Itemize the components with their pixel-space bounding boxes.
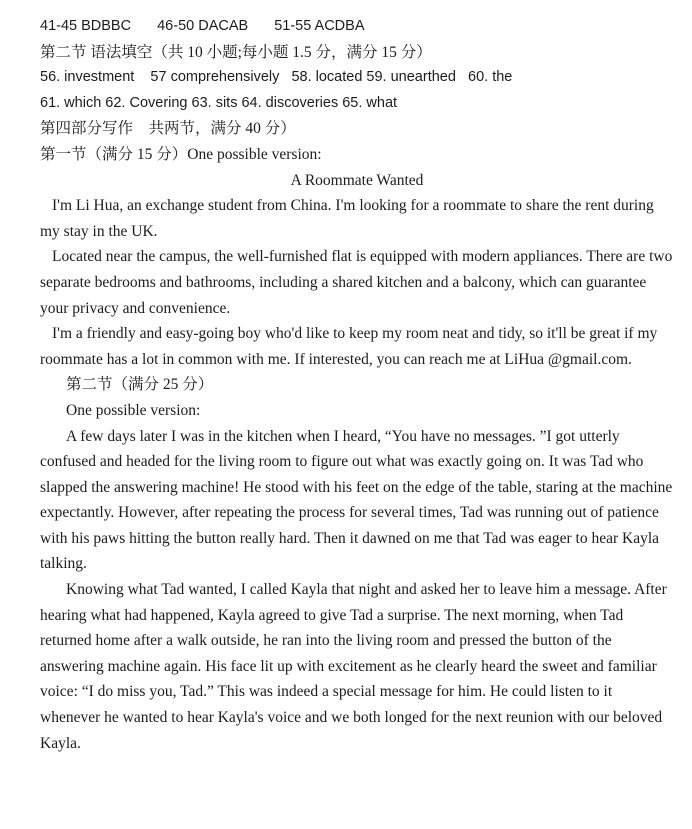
writing-part-heading: 第四部分写作 共两节，满分 40 分） xyxy=(40,120,296,138)
essay1-title: A Roommate Wanted xyxy=(290,171,424,189)
answers-row-41-55 xyxy=(40,14,674,40)
answers-51-55: 51-55 ACDBA xyxy=(274,18,365,34)
essay1-paragraph: I'm Li Hua, an exchange student from China. I'm looking for a roommate to share the rent during my stay in the UK. xyxy=(40,197,654,240)
answers-41-45: 41-45 BDBBC xyxy=(40,18,132,34)
writing-section2-version: One possible version: xyxy=(66,401,201,419)
essay1-body xyxy=(40,193,674,372)
essay2-paragraph: Knowing what Tad wanted, I called Kayla that night and asked her to leave him a message. After hearing what had happened, Kayla agreed to give Tad a surprise. The next morning, when Tad returned home after a walk outside, he ran into the living room and pressed the button of the answering machine again. His face lit up with excitement as he clearly heard the sweet and familiar voice: “I do miss you, Tad.” This was indeed a special message for him. He could listen to it whenever he wanted to hear Kayla's voice and we both longed for the next reunion with our beloved Kayla. xyxy=(40,581,667,752)
essay2-body xyxy=(40,424,674,757)
writing-section1-heading: 第一节（满分 15 分）One possible version: xyxy=(40,145,322,163)
grammar-section-heading: 第二节 语法填空（共 10 小题;每小题 1.5 分，满分 15 分） xyxy=(40,43,432,61)
essay1-paragraph: I'm a friendly and easy-going boy who'd like to keep my room neat and tidy, so it'll be great if my roommate has a lot in common with me. If interested, you can reach me at LiHua @gmail.com. xyxy=(40,325,658,368)
answers-46-50: 46-50 DACAB xyxy=(157,18,249,34)
answers-row-56-60: 56. investment 57 comprehensively 58. located 59. unearthed 60. the xyxy=(40,69,513,86)
essay2-paragraph: A few days later I was in the kitchen when I heard, “You have no messages. ”I got utterly confused and headed for the living room to figure out what was exactly going on. It was Tad who slapped the answering machine! He stood with his feet on the edge of the table, staring at the machine expectantly. However, after repeating the process for several times, Tad was running out of patience with his paws hitting the button really hard. Then it dawned on me that Tad was eager to hear Kayla talking. xyxy=(40,427,673,573)
essay1-paragraph: Located near the campus, the well-furnished flat is equipped with modern appliances. There are two separate bedrooms and bathrooms, including a shared kitchen and a balcony, which can guarantee your privacy and convenience. xyxy=(40,248,673,317)
answers-row-61-65: 61. which 62. Covering 63. sits 64. discoveries 65. what xyxy=(40,94,398,111)
writing-section2-heading: 第二节（满分 25 分） xyxy=(66,376,214,394)
